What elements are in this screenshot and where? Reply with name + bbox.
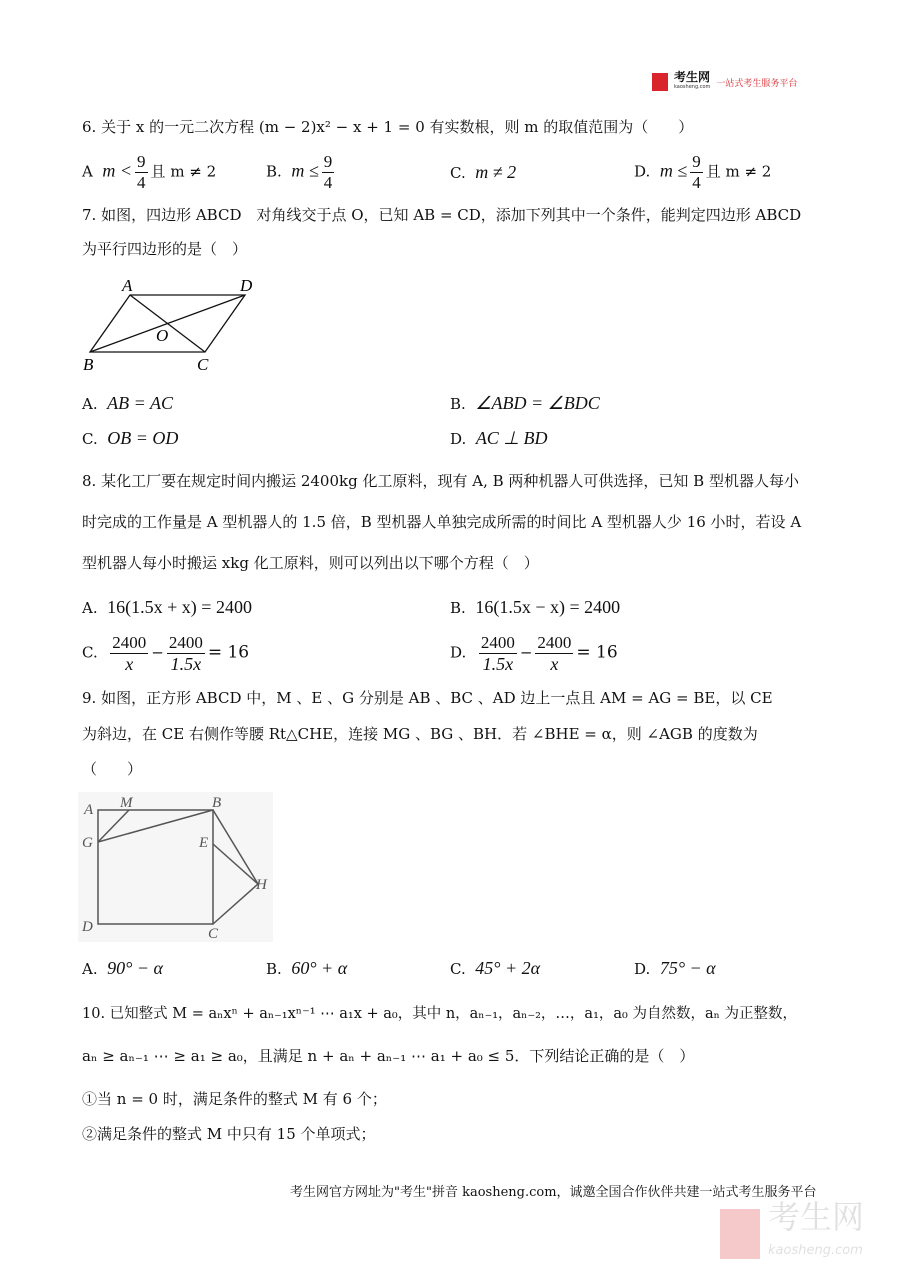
label-d: D: [82, 919, 93, 935]
option-text: m ≠ 2: [475, 162, 517, 182]
denominator: 1.5x: [170, 654, 202, 674]
segment-bh: [213, 810, 258, 884]
numerator: 2400: [112, 633, 147, 652]
label-c: C: [208, 926, 219, 942]
q8-option-a[interactable]: [82, 597, 252, 618]
option-label: C.: [82, 643, 98, 662]
option-text: ∠ABD = ∠BDC: [475, 393, 600, 413]
header-slogan: 一站式考生服务平台: [716, 78, 798, 89]
q6-option-d[interactable]: [634, 152, 771, 193]
q6-option-c[interactable]: [450, 162, 516, 183]
watermark-mark-icon: [720, 1209, 760, 1259]
q6-option-b[interactable]: [266, 152, 337, 193]
denominator: 4: [323, 173, 333, 192]
option-label: A.: [82, 395, 98, 413]
option-label: C.: [450, 960, 466, 978]
footer-text: 考生网官方网址为"考生"拼音 kaosheng.com，诚邀全国合作伙伴共建一站式考生服务平台: [290, 1185, 817, 1200]
q7-parallelogram-figure: [80, 275, 270, 375]
option-label: C.: [82, 430, 98, 448]
q8-option-d[interactable]: D. $\frac{2400}{1.5x}$ − $\frac{2400}{x}$ = 16: [450, 633, 618, 674]
fraction: [110, 633, 148, 674]
fraction: [322, 152, 335, 193]
option-text: AB = AC: [107, 393, 173, 413]
numerator: 9: [692, 152, 701, 171]
q9-option-d[interactable]: [634, 958, 716, 979]
q8-stem-line1: 8. 某化工厂要在规定时间内搬运 2400kg 化工原料，现有 A, B 两种机器人可供选择，已知 B 型机器人每小: [82, 472, 799, 490]
label-h: H: [256, 877, 267, 893]
label-a: A: [122, 276, 133, 295]
label-a: A: [84, 802, 94, 818]
numerator: 2400: [480, 633, 515, 652]
header-logo: [652, 72, 797, 92]
q6-stem: 6. 关于 x 的一元二次方程 (m − 2)x² − x + 1 = 0 有实数根，则 m 的取值范围为（ ）: [82, 118, 694, 136]
fraction: [690, 152, 703, 193]
q9-stem-line3: （ ）: [82, 760, 143, 778]
option-label: D.: [634, 960, 651, 978]
fraction: [479, 633, 517, 674]
denominator: x: [125, 654, 134, 674]
option-label: B.: [450, 395, 466, 413]
option-label: D.: [450, 643, 467, 662]
option-text: 60° + α: [291, 958, 348, 978]
q7-stem-line1: 7. 如图，四边形 ABCD 对角线交于点 O，已知 AB = CD，添加下列其中一个条件，能判定四边形 ABCD: [82, 206, 802, 224]
option-text: m ≤: [659, 160, 688, 181]
option-label: D.: [450, 430, 467, 448]
q7-option-d[interactable]: [450, 428, 548, 449]
q7-option-a[interactable]: [82, 393, 173, 414]
option-label: D.: [634, 162, 651, 181]
option-text: AC ⊥ BD: [475, 428, 548, 448]
label-g: G: [82, 835, 93, 851]
q6-option-a[interactable]: [82, 152, 216, 193]
option-text: OB = OD: [107, 428, 179, 448]
denominator: 1.5x: [482, 654, 514, 674]
q8-stem-line3: 型机器人每小时搬运 xkg 化工原料，则可以列出以下哪个方程（ ）: [82, 554, 539, 572]
q7-option-c[interactable]: [82, 428, 178, 449]
option-text: 且 m ≠ 2: [150, 162, 217, 181]
q9-square-figure: [78, 792, 273, 942]
numerator: 2400: [168, 633, 203, 652]
option-label: A.: [82, 599, 98, 617]
option-text: 90° − α: [107, 958, 163, 978]
q9-stem-line1: 9. 如图，正方形 ABCD 中，M 、E 、G 分别是 AB 、BC 、AD 边上一点且 AM = AG = BE，以 CE: [82, 689, 773, 707]
option-text: 16(1.5x + x) = 2400: [107, 597, 252, 617]
option-text: = 16: [576, 642, 618, 663]
denominator: 4: [692, 173, 701, 192]
watermark-logo: [720, 1200, 864, 1268]
logo-text: 考生网: [674, 70, 711, 84]
denominator: x: [550, 654, 559, 674]
q10-statement-2: ②满足条件的整式 M 中只有 15 个单项式；: [82, 1125, 376, 1143]
option-text: 75° − α: [659, 958, 716, 978]
option-label: A: [82, 162, 93, 181]
q8-stem-line2: 时完成的工作量是 A 型机器人的 1.5 倍，B 型机器人单独完成所需的时间比 A 型机器人少 16 小时，若设 A: [82, 513, 802, 531]
option-label: B.: [450, 599, 466, 617]
option-text: = 16: [207, 642, 250, 663]
label-b: B: [83, 355, 94, 374]
square-abcd: [98, 810, 213, 924]
label-d: D: [240, 276, 253, 295]
watermark-text: 考生网: [768, 1198, 865, 1236]
fraction: [167, 633, 205, 674]
option-text: 45° + 2α: [475, 958, 541, 978]
label-m: M: [120, 795, 133, 811]
label-c: C: [197, 355, 209, 374]
option-text: m <: [102, 160, 133, 181]
option-label: B.: [266, 162, 282, 181]
watermark-sub: kaosheng.com: [768, 1243, 863, 1258]
q7-stem-line2: 为平行四边形的是（ ）: [82, 240, 248, 258]
q8-option-c[interactable]: C. $\frac{2400}{x}$ − $\frac{2400}{1.5x}$ = 16: [82, 633, 250, 674]
numerator: 9: [323, 152, 333, 171]
option-label: B.: [266, 960, 282, 978]
logo-mark-icon: [652, 73, 668, 91]
option-label: A.: [82, 960, 98, 978]
label-b: B: [212, 795, 222, 811]
q10-stem-line1: 10. 已知整式 M = aₙxⁿ + aₙ₋₁xⁿ⁻¹ ⋯ a₁x + a₀，其中 n，aₙ₋₁，aₙ₋₂，…，a₁，a₀ 为自然数，aₙ 为正整数，: [82, 1006, 797, 1022]
numerator: 2400: [537, 633, 572, 652]
q7-option-b[interactable]: [450, 393, 600, 414]
q9-option-a[interactable]: [82, 958, 163, 979]
q9-option-c[interactable]: [450, 958, 540, 979]
option-text: 16(1.5x − x) = 2400: [475, 597, 621, 617]
logo-sub: kaosheng.com: [674, 84, 711, 90]
option-text: 且 m ≠ 2: [705, 162, 772, 181]
segment-bg: [98, 810, 213, 842]
option-label: C.: [450, 164, 466, 182]
q10-stem-line2: aₙ ≥ aₙ₋₁ ⋯ ≥ a₁ ≥ a₀，且满足 n + aₙ + aₙ₋₁ ⋯ a₁ + a₀ ≤ 5．下列结论正确的是（ ）: [82, 1047, 695, 1065]
q9-stem-line2: 为斜边，在 CE 右侧作等腰 Rt△CHE，连接 MG 、BG 、BH．若 ∠BHE = α，则 ∠AGB 的度数为: [82, 725, 758, 743]
option-text: m ≤: [291, 160, 319, 181]
label-o: O: [156, 326, 169, 345]
q10-statement-1: ①当 n = 0 时，满足条件的整式 M 有 6 个；: [82, 1090, 387, 1108]
label-e: E: [199, 835, 209, 851]
q9-option-b[interactable]: [266, 958, 347, 979]
segment-eh: [213, 844, 258, 884]
numerator: 9: [137, 152, 146, 171]
denominator: 4: [137, 173, 146, 192]
fraction: [135, 152, 148, 193]
q8-option-b[interactable]: [450, 597, 620, 618]
fraction: [535, 633, 573, 674]
segment-ch: [213, 884, 258, 924]
